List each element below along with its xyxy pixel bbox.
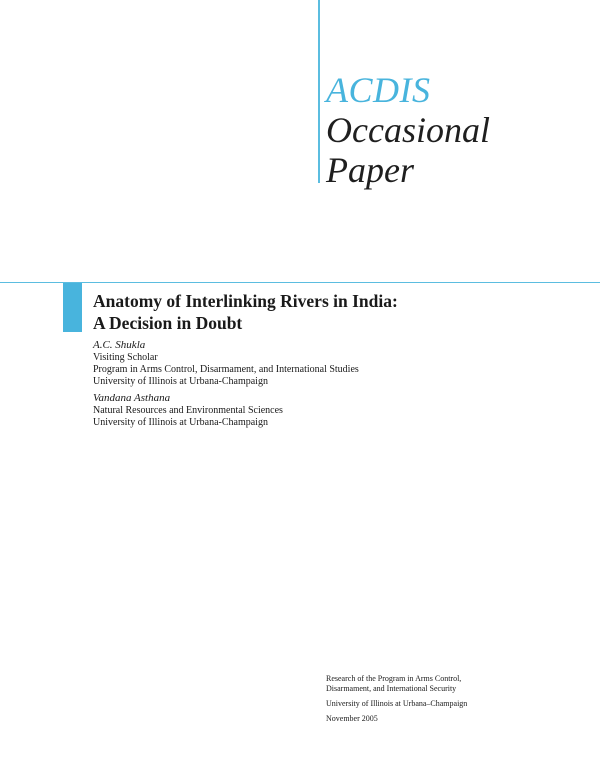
author-name: Vandana Asthana	[93, 392, 171, 404]
series-brand: ACDIS	[326, 70, 431, 110]
footer-date: November 2005	[326, 714, 378, 723]
footer-program-line-2: Disarmament, and International Security	[326, 684, 457, 693]
title-accent-bar	[63, 283, 82, 332]
author-list	[93, 339, 359, 433]
footer-university: University of Illinois at Urbana–Champaign	[326, 699, 468, 708]
horizontal-accent-rule	[0, 282, 600, 283]
paper-title	[93, 290, 398, 334]
publication-footer	[326, 674, 467, 724]
author-institution: University of Illinois at Urbana-Champaign	[93, 376, 268, 387]
series-line-2: Paper	[326, 150, 414, 190]
author-program: Program in Arms Control, Disarmament, and International Studies	[93, 364, 359, 375]
series-masthead	[326, 70, 490, 190]
series-line-1: Occasional	[326, 110, 490, 150]
author-block	[93, 392, 359, 429]
author-institution: University of Illinois at Urbana-Champaign	[93, 417, 268, 428]
paper-title-line-2: A Decision in Doubt	[93, 313, 243, 333]
footer-program-line-1: Research of the Program in Arms Control,	[326, 674, 462, 683]
vertical-accent-rule	[318, 0, 320, 183]
paper-title-line-1: Anatomy of Interlinking Rivers in India:	[93, 291, 398, 311]
author-title: Visiting Scholar	[93, 352, 158, 363]
author-department: Natural Resources and Environmental Sciences	[93, 405, 283, 416]
author-name: A.C. Shukla	[93, 339, 146, 351]
author-block	[93, 339, 359, 388]
